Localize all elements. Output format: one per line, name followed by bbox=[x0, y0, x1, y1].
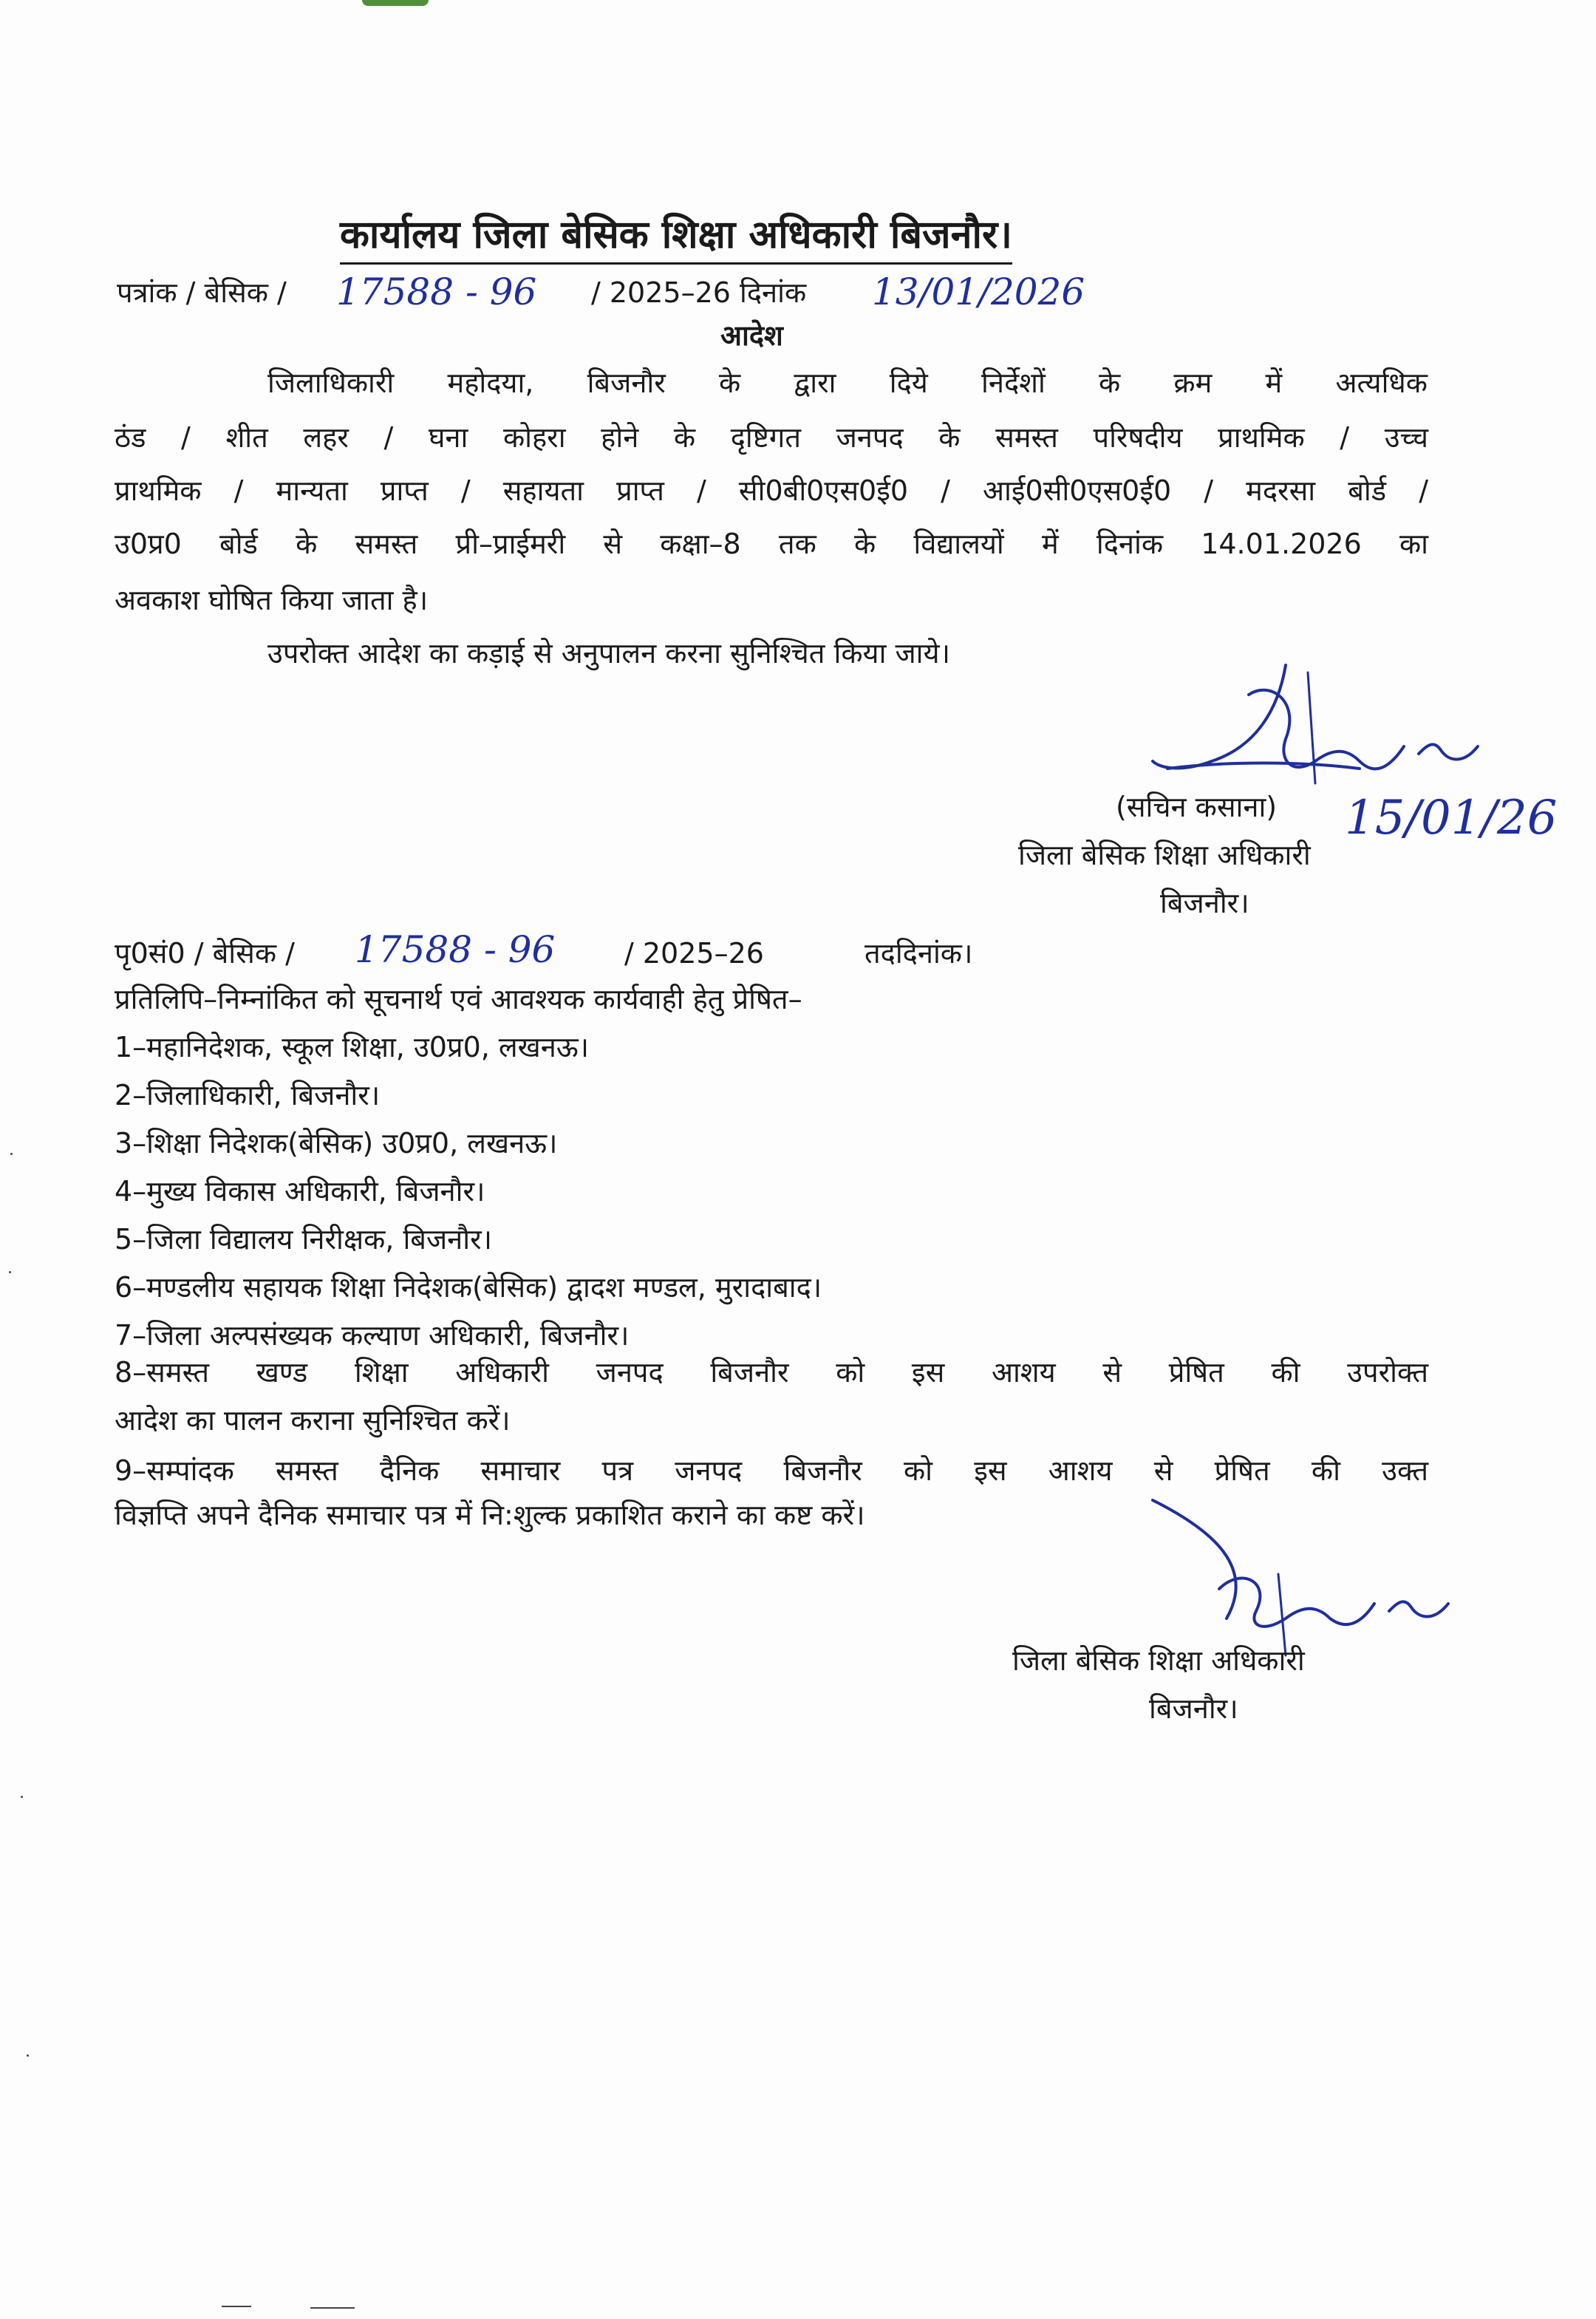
copy-ref-number-handwritten: 17588 - 96 bbox=[355, 928, 556, 971]
office-title: कार्यालय जिला बेसिक शिक्षा अधिकारी बिजनौर। bbox=[340, 207, 1012, 265]
signatory-place: बिजनौर। bbox=[1160, 887, 1249, 919]
ref-year-date-label: / 2025–26 दिनांक bbox=[591, 276, 807, 309]
copy-ref-year: / 2025–26 bbox=[624, 937, 764, 970]
order-line-4: उ0प्र0 बोर्ड के समस्त प्री–प्राईमरी से कक्षा–8 तक के विद्यालयों में दिनांक 14.01.2026 का bbox=[115, 528, 1429, 560]
recipient-7: 7–जिला अल्पसंख्यक कल्याण अधिकारी, बिजनौर। bbox=[115, 1319, 630, 1352]
leaf-fragment bbox=[362, 0, 429, 6]
recipient-8-line-2: आदेश का पालन कराना सुनिश्चित करें। bbox=[115, 1404, 511, 1437]
order-line-2: ठंड / शीत लहर / घना कोहरा होने के दृष्टिगत जनपद के समस्त परिषदीय प्राथमिक / उच्च bbox=[115, 421, 1428, 454]
order-heading: आदेश bbox=[720, 319, 783, 352]
recipient-8-line-1: 8–समस्त खण्ड शिक्षा अधिकारी जनपद बिजनौर को इस आशय से प्रेषित की उपरोक्त bbox=[115, 1356, 1428, 1389]
signatory-2-designation: जिला बेसिक शिक्षा अधिकारी bbox=[1012, 1644, 1305, 1677]
ref-number-handwritten: 17588 - 96 bbox=[336, 270, 537, 313]
ref-prefix: पत्रांक / बेसिक / bbox=[117, 276, 287, 309]
compliance-line: उपरोक्त आदेश का कड़ाई से अनुपालन करना सुनिश्चित किया जाये। bbox=[267, 637, 950, 670]
ref-date-handwritten: 13/01/2026 bbox=[872, 270, 1085, 313]
recipient-5: 5–जिला विद्यालय निरीक्षक, बिजनौर। bbox=[115, 1223, 493, 1256]
recipient-9-line-1: 9–सम्पांदक समस्त दैनिक समाचार पत्र जनपद बिजनौर को इस आशय से प्रेषित की उक्त bbox=[115, 1454, 1428, 1487]
signature-date-handwritten: 15/01/26 bbox=[1345, 791, 1558, 845]
recipient-9-line-2: विज्ञप्ति अपने दैनिक समाचार पत्र में नि:शुल्क प्रकाशित कराने का कष्ट करें। bbox=[115, 1499, 865, 1531]
copy-same-date: तददिनांक। bbox=[864, 937, 973, 970]
recipient-1: 1–महानिदेशक, स्कूल शिक्षा, उ0प्र0, लखनऊ। bbox=[115, 1031, 590, 1063]
copy-ref-prefix: पृ0सं0 / बेसिक / bbox=[115, 937, 295, 970]
order-line-1: जिलाधिकारी महोदया, बिजनौर के द्वारा दिये निर्देशों के क्रम में अत्यधिक bbox=[267, 367, 1428, 399]
order-line-5: अवकाश घोषित किया जाता है। bbox=[115, 584, 429, 616]
recipient-4: 4–मुख्य विकास अधिकारी, बिजनौर। bbox=[115, 1175, 485, 1208]
recipient-2: 2–जिलाधिकारी, बिजनौर। bbox=[115, 1079, 381, 1111]
order-line-3: प्राथमिक / मान्यता प्राप्त / सहायता प्राप्त / सी0बी0एस0ई0 / आई0सी0एस0ई0 / मदरसा बोर्ड / bbox=[115, 474, 1428, 507]
signatory-2-place: बिजनौर। bbox=[1149, 1692, 1238, 1725]
recipient-6: 6–मण्डलीय सहायक शिक्षा निदेशक(बेसिक) द्वादश मण्डल, मुरादाबाद। bbox=[115, 1271, 822, 1304]
recipient-3: 3–शिक्षा निदेशक(बेसिक) उ0प्र0, लखनऊ। bbox=[115, 1127, 558, 1160]
copy-intro: प्रतिलिपि–निम्नांकित को सूचनार्थ एवं आवश्यक कार्यवाही हेतु प्रेषित– bbox=[115, 983, 802, 1015]
signatory-name: (सचिन कसाना) bbox=[1116, 791, 1278, 823]
signatory-designation: जिला बेसिक शिक्षा अधिकारी bbox=[1018, 839, 1311, 871]
